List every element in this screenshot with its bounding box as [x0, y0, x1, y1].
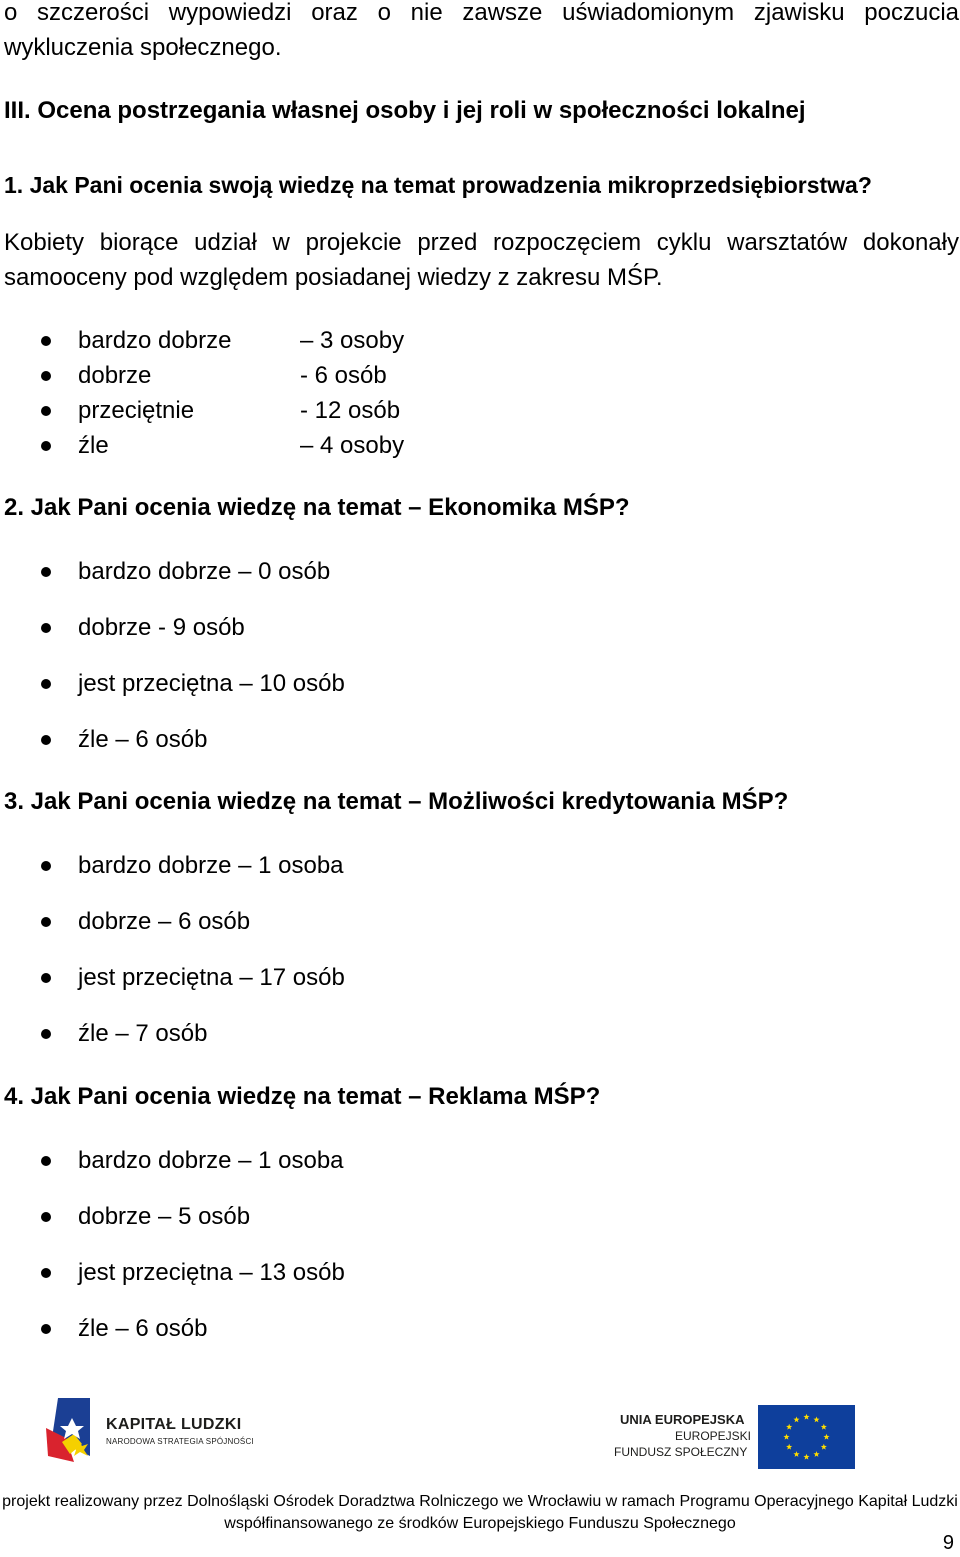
bullet-icon: [41, 861, 51, 871]
bullet-icon: [41, 406, 51, 416]
eu-line-1: UNIA EUROPEJSKA: [620, 1412, 745, 1427]
list-item: [0, 723, 600, 757]
eu-stars-icon: [758, 1405, 855, 1469]
answer-text: źle – 7 osób: [78, 1020, 208, 1047]
answer-count: – 4 osoby: [300, 432, 405, 459]
answer-text: bardzo dobrze – 1 osoba: [78, 852, 344, 879]
bullet-icon: [41, 735, 51, 745]
answer-count: - 6 osób: [300, 362, 387, 389]
answer-text: dobrze - 9 osób: [78, 614, 245, 641]
kapital-ludzki-title: KAPITAŁ LUDZKI: [106, 1416, 242, 1433]
answer-count: - 12 osób: [300, 397, 401, 424]
bullet-icon: [41, 1156, 51, 1166]
eu-efs-logo: [610, 1402, 860, 1470]
eu-star-icon: [783, 1434, 789, 1440]
eu-star-icon: [813, 1416, 819, 1422]
eu-star-icon: [786, 1444, 792, 1450]
question-1-title: 1. Jak Pani ocenia swoją wiedzę na temat prowadzenia mikroprzedsiębiorstwa?: [4, 172, 872, 198]
list-item: [0, 1017, 600, 1051]
question-3-title: 3. Jak Pani ocenia wiedzę na temat – Możliwości kredytowania MŚP?: [4, 788, 789, 815]
eu-star-icon: [823, 1434, 829, 1440]
answer-text: dobrze – 5 osób: [78, 1203, 251, 1230]
list-item: [0, 1256, 600, 1290]
eu-star-icon: [803, 1414, 809, 1420]
eu-star-icon: [821, 1444, 827, 1450]
page-number: 9: [942, 1532, 954, 1554]
answer-count: – 3 osoby: [300, 327, 405, 354]
bullet-icon: [41, 567, 51, 577]
answer-label: bardzo dobrze: [78, 327, 232, 354]
eu-star-icon: [813, 1451, 819, 1457]
eu-flag-icon: [758, 1405, 855, 1469]
answer-text: bardzo dobrze – 0 osób: [78, 558, 331, 585]
eu-star-icon: [786, 1424, 792, 1430]
question-1-paragraph-line-2: samooceny pod względem posiadanej wiedzy z zakresu MŚP.: [4, 264, 663, 291]
kapital-ludzki-emblem-icon: [44, 1398, 104, 1462]
kapital-ludzki-subtitle: NARODOWA STRATEGIA SPÓJNOŚCI: [106, 1437, 254, 1446]
bullet-icon: [41, 1029, 51, 1039]
list-item: [0, 611, 600, 645]
list-item: [0, 429, 600, 463]
list-item: [0, 667, 600, 701]
eu-line-3: FUNDUSZ SPOŁECZNY: [614, 1445, 748, 1459]
answer-text: jest przeciętna – 13 osób: [78, 1259, 345, 1286]
answer-label: przeciętnie: [78, 397, 195, 424]
list-item: [0, 555, 600, 589]
answer-text: jest przeciętna – 17 osób: [78, 964, 345, 991]
eu-star-icon: [821, 1424, 827, 1430]
bullet-icon: [41, 973, 51, 983]
bullet-icon: [41, 441, 51, 451]
intro-line-2: wykluczenia społecznego.: [4, 34, 282, 61]
question-2-title: 2. Jak Pani ocenia wiedzę na temat – Ekonomika MŚP?: [4, 494, 630, 521]
list-item: [0, 1200, 600, 1234]
list-item: [0, 1312, 600, 1346]
bullet-icon: [41, 1212, 51, 1222]
question-4-title: 4. Jak Pani ocenia wiedzę na temat – Reklama MŚP?: [4, 1083, 601, 1110]
footer-line-1: projekt realizowany przez Dolnośląski Ośrodek Doradztwa Rolniczego we Wrocławiu w ramach Programu Operacyjnego Kapitał Ludzki: [2, 1493, 958, 1510]
eu-star-icon: [793, 1451, 799, 1457]
bullet-icon: [41, 623, 51, 633]
answer-text: źle – 6 osób: [78, 1315, 208, 1342]
section-title: III. Ocena postrzegania własnej osoby i jej roli w społeczności lokalnej: [4, 97, 806, 124]
footer-line-2: współfinansowanego ze środków Europejskiego Funduszu Społecznego: [224, 1515, 736, 1532]
kapital-ludzki-logo: [44, 1398, 274, 1462]
answer-text: jest przeciętna – 10 osób: [78, 670, 345, 697]
list-item: [0, 905, 600, 939]
list-item: [0, 849, 600, 883]
list-item: [0, 324, 600, 358]
list-item: [0, 1144, 600, 1178]
bullet-icon: [41, 917, 51, 927]
eu-star-icon: [793, 1416, 799, 1422]
eu-star-icon: [803, 1454, 809, 1460]
answer-label: źle: [78, 432, 109, 459]
bullet-icon: [41, 1268, 51, 1278]
eu-line-2: EUROPEJSKI: [675, 1429, 752, 1443]
answer-text: źle – 6 osób: [78, 726, 208, 753]
list-item: [0, 394, 600, 428]
list-item: [0, 961, 600, 995]
intro-line-1: o szczerości wypowiedzi oraz o nie zawsze uświadomionym zjawisku poczucia: [4, 0, 959, 26]
bullet-icon: [41, 1324, 51, 1334]
bullet-icon: [41, 336, 51, 346]
question-1-paragraph-line-1: Kobiety biorące udział w projekcie przed rozpoczęciem cyklu warsztatów dokonały: [4, 229, 959, 256]
answer-label: dobrze: [78, 362, 152, 389]
list-item: [0, 359, 600, 393]
bullet-icon: [41, 371, 51, 381]
answer-text: bardzo dobrze – 1 osoba: [78, 1147, 344, 1174]
answer-text: dobrze – 6 osób: [78, 908, 251, 935]
bullet-icon: [41, 679, 51, 689]
